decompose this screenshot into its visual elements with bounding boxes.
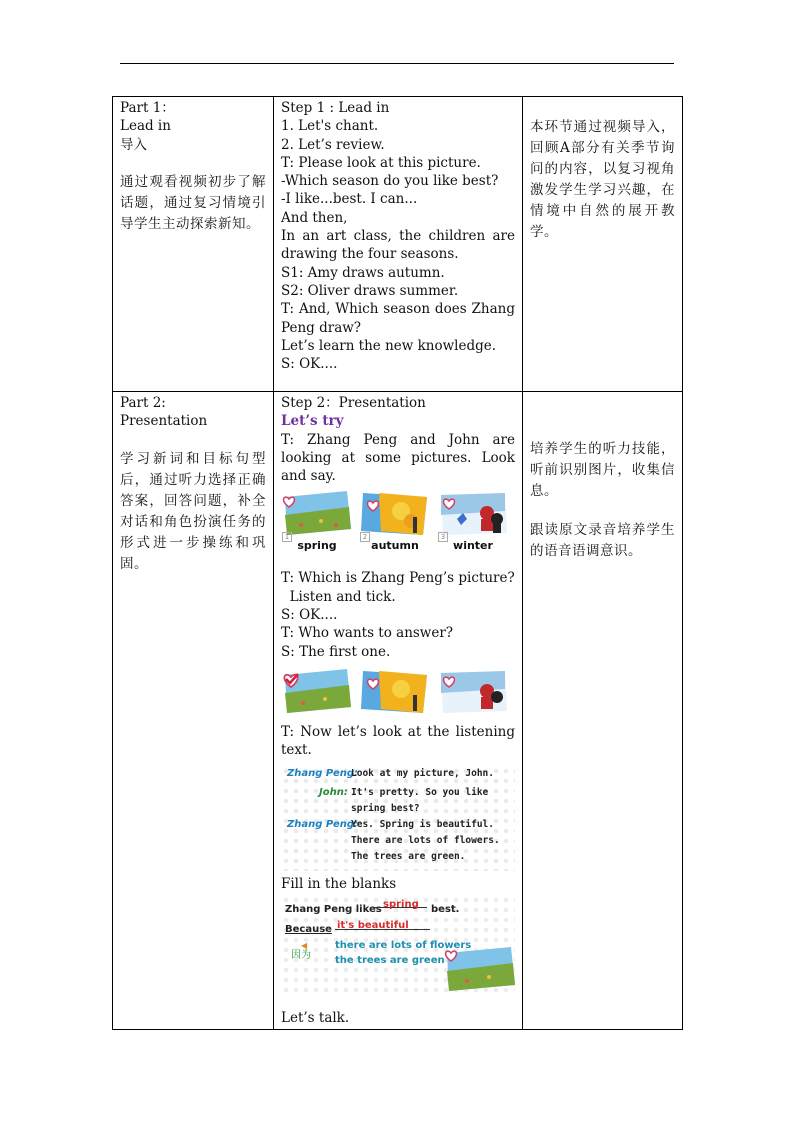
- part1-intent: 本环节通过视频导入，回顾A部分有关季节询问的内容，以复习视角激发学生学习兴趣，在情境中自然的展开教学。: [530, 119, 675, 240]
- picture-number: 1: [282, 532, 292, 542]
- procedure-line: S: The first one.: [281, 643, 391, 660]
- answer-flowers: there are lots of flowers: [335, 939, 472, 951]
- procedure-line: -I like...best. I can...: [281, 191, 418, 208]
- procedure-line: S1: Amy draws autumn.: [281, 264, 445, 281]
- procedure-line: S: OK....: [281, 356, 338, 373]
- procedure-line: Listen and tick.: [281, 588, 396, 605]
- fill-title: Fill in the blanks: [281, 875, 397, 892]
- season-picture-1: [281, 489, 353, 553]
- procedure-line: Let’s learn the new knowledge.: [281, 337, 497, 354]
- part2-purpose: 学习新词和目标句型后，通过听力选择正确答案，回答问题，补全对话和角色扮演任务的形式进一步操练和巩固。: [120, 450, 266, 572]
- procedure-line: S: OK....: [281, 607, 338, 624]
- because-cn: 因为: [291, 949, 311, 961]
- lets-talk: Let’s talk.: [281, 1009, 350, 1026]
- spring-picture-ticked: [281, 667, 353, 717]
- season-picture-3: [437, 489, 509, 553]
- part1-subtitle: Lead in: [120, 118, 171, 135]
- speaker-zhang-peng: Zhang Peng:: [287, 818, 358, 830]
- part1-stage-cell: [113, 97, 274, 392]
- part2-title: Part 2:: [120, 395, 166, 411]
- utterance: Yes. Spring is beautiful.: [351, 818, 494, 830]
- part1-row: [113, 97, 683, 392]
- procedure-line: -Which season do you like best?: [281, 173, 499, 190]
- part2-intent-cell: [523, 392, 683, 1030]
- answer-spring: spring: [383, 898, 419, 910]
- part1-procedure-cell: [274, 97, 523, 392]
- spring-picture-small: [441, 943, 517, 995]
- lesson-plan-table: [112, 96, 683, 1030]
- answer-trees: the trees are green: [335, 954, 445, 966]
- listening-text-panel: [281, 766, 515, 871]
- part2-stage-cell: [113, 392, 274, 1030]
- utterance: It's pretty. So you like spring best?: [351, 786, 489, 814]
- utterance: There are lots of flowers.: [351, 834, 500, 846]
- part1-step-title: Step 1 : Lead in: [281, 100, 390, 116]
- fill-line-1-start: Zhang Peng likes: [285, 903, 382, 915]
- procedure-line: 1. Let's chant.: [281, 118, 379, 135]
- speaker-zhang-peng: Zhang Peng:: [287, 767, 358, 779]
- speaker-john: John:: [319, 786, 348, 798]
- part2-intent-repeat: 跟读原文录音培养学生的语音语调意识。: [530, 522, 675, 559]
- procedure-line: In an art class, the children are drawing the four seasons.: [281, 228, 515, 263]
- winter-picture-2: [437, 667, 509, 717]
- part2-subtitle: Presentation: [120, 413, 208, 430]
- procedure-line: T: Please look at this picture.: [281, 154, 481, 171]
- winter-picture: [437, 489, 509, 542]
- utterance: The trees are green.: [351, 850, 466, 862]
- answer-beautiful: it's beautiful: [337, 919, 409, 931]
- part1-title: Part 1：: [120, 100, 175, 116]
- fill-line-2-start: Because: [285, 923, 332, 935]
- spring-picture: [281, 489, 353, 542]
- procedure-line: S2: Oliver draws summer.: [281, 282, 459, 299]
- part1-purpose: 通过观看视频初步了解话题，通过复习情境引导学生主动探索新知。: [120, 173, 266, 232]
- procedure-line: T: Zhang Peng and John are looking at some pictures. Look and say.: [281, 431, 515, 485]
- procedure-line: T: And, Which season does Zhang Peng draw?: [281, 301, 515, 336]
- season-pictures-answer: [281, 667, 515, 717]
- procedure-line: T: Now let’s look at the listening text.: [281, 723, 515, 759]
- part2-intent-listening: 培养学生的听力技能，听前识别图片，收集信息。: [530, 441, 675, 499]
- part2-procedure-cell: [274, 392, 523, 1030]
- utterance: Look at my picture, John.: [351, 767, 494, 779]
- procedure-line: T: Who wants to answer?: [281, 625, 454, 642]
- picture-label: winter: [453, 539, 493, 553]
- picture-label: spring: [297, 539, 337, 553]
- procedure-line: 2. Let’s review.: [281, 136, 385, 153]
- autumn-picture: [359, 489, 431, 542]
- part2-step-title: Step 2：Presentation: [281, 395, 426, 411]
- lets-try-heading: Let’s try: [281, 413, 344, 430]
- season-picture-2: [359, 489, 431, 553]
- speaker-icon: ◀: [301, 940, 308, 950]
- header-rule: [120, 63, 674, 64]
- picture-number: 3: [438, 532, 448, 542]
- procedure-line: And then,: [281, 209, 348, 226]
- part2-row: [113, 392, 683, 1030]
- picture-number: 2: [360, 532, 370, 542]
- part1-subtitle-cn: 导入: [120, 136, 147, 153]
- picture-label: autumn: [371, 539, 419, 553]
- part1-intent-cell: [523, 97, 683, 392]
- season-pictures: [281, 489, 515, 553]
- procedure-line: T: Which is Zhang Peng’s picture?: [281, 570, 515, 587]
- fill-in-blanks-panel: [281, 895, 515, 995]
- autumn-picture-2: [359, 667, 431, 717]
- fill-line-1-end: best.: [431, 903, 460, 915]
